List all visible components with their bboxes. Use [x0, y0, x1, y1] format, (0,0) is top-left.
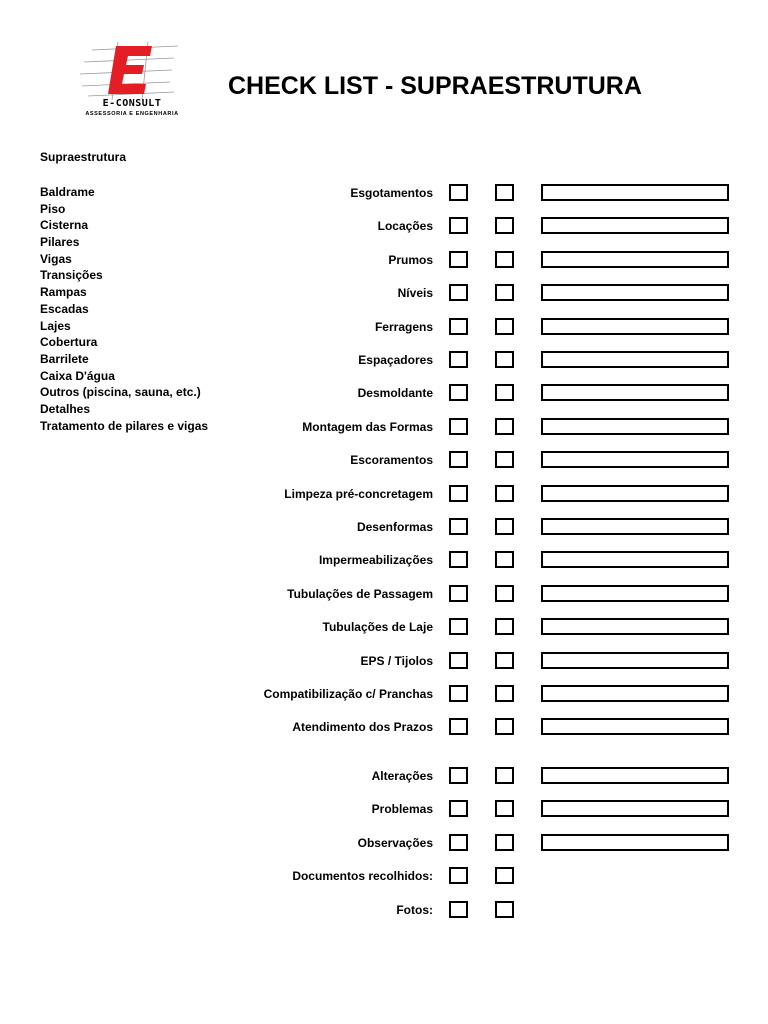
element-item: Caixa D'água: [40, 368, 115, 383]
checklist-row: [0, 551, 768, 573]
element-item: Pilares: [40, 235, 80, 250]
notes-field[interactable]: [541, 585, 729, 602]
checklist-label: Compatibilização c/ Pranchas: [263, 687, 433, 701]
element-item: Transições: [40, 268, 103, 283]
element-item: Rampas: [40, 285, 87, 300]
checkbox-first[interactable]: [449, 184, 468, 201]
checkbox-first[interactable]: [449, 867, 468, 884]
element-item: Cisterna: [40, 218, 89, 233]
checklist-row: [0, 184, 768, 206]
checklist-label: Problemas: [371, 802, 433, 817]
checkbox-first[interactable]: [449, 685, 468, 702]
notes-field[interactable]: [541, 518, 729, 535]
notes-field[interactable]: [541, 217, 729, 234]
checklist-label: Espaçadores: [358, 353, 433, 367]
checkbox-second[interactable]: [495, 251, 514, 268]
checklist-row: [0, 800, 768, 822]
checklist-label: Alterações: [371, 769, 433, 783]
notes-field[interactable]: [541, 834, 729, 851]
checklist-row: [0, 351, 768, 373]
checkbox-second[interactable]: [495, 901, 514, 918]
notes-field[interactable]: [541, 318, 729, 335]
checklist-label: Locações: [377, 219, 433, 234]
notes-field[interactable]: [541, 685, 729, 702]
element-item: Detalhes: [40, 401, 91, 416]
element-item: Lajes: [40, 318, 71, 333]
notes-field[interactable]: [541, 451, 729, 468]
checklist-row: [0, 618, 768, 640]
checkbox-first[interactable]: [449, 834, 468, 851]
checklist-row: [0, 485, 768, 507]
checklist-row: [0, 318, 768, 340]
checkbox-second[interactable]: [495, 451, 514, 468]
checkbox-second[interactable]: [495, 184, 514, 201]
page-title: CHECK LIST - SUPRAESTRUTURA: [228, 72, 642, 100]
checkbox-second[interactable]: [495, 867, 514, 884]
checklist-label: Escoramentos: [350, 453, 433, 468]
element-item: Barrilete: [40, 351, 89, 366]
checkbox-second[interactable]: [495, 685, 514, 702]
checkbox-first[interactable]: [449, 551, 468, 568]
checkbox-first[interactable]: [449, 217, 468, 234]
element-item: Vigas: [40, 251, 72, 266]
notes-field[interactable]: [541, 251, 729, 268]
e-consult-logo: [78, 40, 186, 122]
checklist-row: [0, 451, 768, 473]
checklist-row: [0, 685, 768, 707]
notes-field[interactable]: [541, 718, 729, 735]
section-title: Supraestrutura: [40, 150, 127, 164]
checklist-label: Ferragens: [374, 319, 433, 334]
checklist-row: [0, 284, 768, 306]
checklist-row: [0, 834, 768, 856]
element-item: Piso: [40, 201, 66, 216]
element-item: Outros (piscina, sauna, etc.): [40, 385, 201, 400]
checkbox-first[interactable]: [449, 318, 468, 335]
notes-field[interactable]: [541, 418, 729, 435]
logo-tagline: ASSESSORIA E ENGENHARIA: [85, 111, 179, 117]
checkbox-first[interactable]: [449, 284, 468, 301]
checklist-label: EPS / Tijolos: [360, 653, 433, 668]
checklist-row: [0, 767, 768, 789]
checklist-row: [0, 217, 768, 239]
checkbox-first[interactable]: [449, 618, 468, 635]
checkbox-first[interactable]: [449, 518, 468, 535]
checkbox-second[interactable]: [495, 551, 514, 568]
checkbox-second[interactable]: [495, 834, 514, 851]
checkbox-second[interactable]: [495, 767, 514, 784]
element-item: Tratamento de pilares e vigas: [40, 418, 209, 433]
checkbox-first[interactable]: [449, 800, 468, 817]
checkbox-second[interactable]: [495, 800, 514, 817]
notes-field[interactable]: [541, 384, 729, 401]
notes-field[interactable]: [541, 767, 729, 784]
checkbox-first[interactable]: [449, 585, 468, 602]
checklist-label: Atendimento dos Prazos: [292, 720, 433, 735]
checkbox-first[interactable]: [449, 767, 468, 784]
element-item: Escadas: [40, 301, 89, 316]
checklist-row: [0, 418, 768, 440]
checklist-label: Limpeza pré-concretagem: [284, 486, 433, 501]
checklist-label: Níveis: [397, 286, 433, 301]
checkbox-second[interactable]: [495, 485, 514, 502]
checkbox-second[interactable]: [495, 384, 514, 401]
checkbox-first[interactable]: [449, 384, 468, 401]
notes-field[interactable]: [541, 618, 729, 635]
notes-field[interactable]: [541, 800, 729, 817]
checklist-row: [0, 384, 768, 406]
checklist-label: Esgotamentos: [350, 186, 433, 200]
checklist-label: Tubulações de Laje: [322, 620, 433, 635]
checkbox-first[interactable]: [449, 718, 468, 735]
notes-field[interactable]: [541, 351, 729, 368]
checkbox-second[interactable]: [495, 518, 514, 535]
checklist-row: [0, 718, 768, 740]
checklist-label: Desenformas: [356, 520, 433, 534]
checklist-label: Montagem das Formas: [302, 419, 433, 434]
checkbox-second[interactable]: [495, 284, 514, 301]
checkbox-second[interactable]: [495, 351, 514, 368]
checklist-row: [0, 518, 768, 540]
checkbox-first[interactable]: [449, 251, 468, 268]
checkbox-second[interactable]: [495, 718, 514, 735]
element-item: Baldrame: [40, 185, 95, 199]
element-item: Cobertura: [40, 335, 98, 350]
checkbox-second[interactable]: [495, 618, 514, 635]
checkbox-second[interactable]: [495, 217, 514, 234]
notes-field[interactable]: [541, 551, 729, 568]
checkbox-first[interactable]: [449, 451, 468, 468]
checkbox-second[interactable]: [495, 318, 514, 335]
checkbox-first[interactable]: [449, 351, 468, 368]
checklist-row: [0, 652, 768, 674]
notes-field[interactable]: [541, 485, 729, 502]
checklist-row: [0, 901, 768, 923]
checklist-label: Fotos:: [396, 902, 433, 917]
checklist-label: Impermeabilizações: [318, 553, 433, 568]
checklist-row: [0, 585, 768, 607]
checklist-label: Prumos: [388, 252, 433, 267]
checklist-row: [0, 867, 768, 889]
checkbox-second[interactable]: [495, 652, 514, 669]
checklist-row: [0, 251, 768, 273]
checkbox-first[interactable]: [449, 901, 468, 918]
checkbox-first[interactable]: [449, 485, 468, 502]
checklist-label: Desmoldante: [357, 386, 433, 401]
checklist-label: Observações: [357, 835, 433, 850]
logo-name: E-CONSULT: [102, 98, 162, 109]
notes-field[interactable]: [541, 284, 729, 301]
notes-field[interactable]: [541, 652, 729, 669]
notes-field[interactable]: [541, 184, 729, 201]
checklist-label: Documentos recolhidos:: [292, 869, 433, 884]
checkbox-first[interactable]: [449, 652, 468, 669]
checkbox-second[interactable]: [495, 418, 514, 435]
checkbox-first[interactable]: [449, 418, 468, 435]
checklist-label: Tubulações de Passagem: [287, 586, 433, 601]
checkbox-second[interactable]: [495, 585, 514, 602]
